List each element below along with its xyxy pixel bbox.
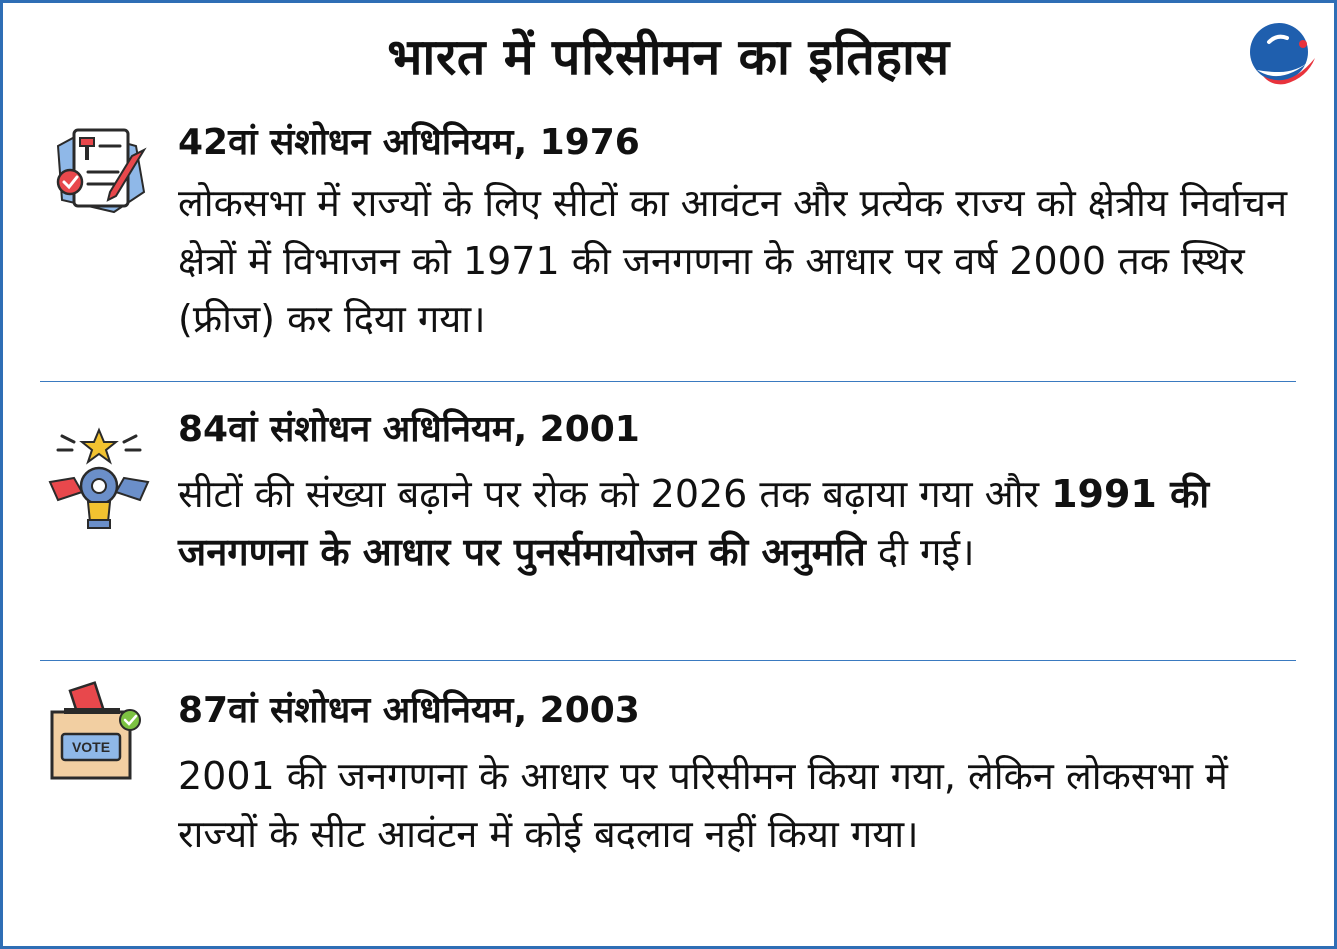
body-text-end: दी गई।	[865, 530, 975, 574]
ballot-box-icon	[44, 678, 154, 788]
section-body	[178, 465, 1298, 581]
section-heading: 84वां संशोधन अधिनियम, 2001	[178, 409, 640, 450]
section-heading: 42वां संशोधन अधिनियम, 1976	[178, 122, 640, 163]
divider	[40, 381, 1296, 382]
body-bold-text: 1991 की जनगणना के आधार पर पुनर्समायोजन की अनुमति	[178, 472, 1210, 574]
vote-label: VOTE	[71, 739, 111, 755]
section-body: लोकसभा में राज्यों के लिए सीटों का आवंटन और प्रत्येक राज्य को क्षेत्रीय निर्वाचन क्षेत्रों में विभाजन को 1971 की जनगणना के आधार पर वर्ष 2000 तक स्थिर (फ्रीज) कर दिया गया।	[178, 181, 1288, 341]
page-title: भारत में परिसीमन का इतिहास	[387, 28, 950, 86]
divider	[40, 660, 1296, 661]
section-body: 2001 की जनगणना के आधार पर परिसीमन किया गया, लेकिन लोकसभा में राज्यों के सीट आवंटन में कोई बदलाव नहीं किया गया।	[178, 754, 1228, 856]
teamwork-gear-hands-icon	[44, 422, 154, 532]
body-text: सीटों की संख्या बढ़ाने पर रोक को 2026 तक बढ़ाया गया और	[178, 472, 1052, 516]
section-heading: 87वां संशोधन अधिनियम, 2003	[178, 690, 640, 731]
legal-document-gavel-icon	[44, 116, 154, 226]
brand-logo	[1241, 14, 1323, 96]
